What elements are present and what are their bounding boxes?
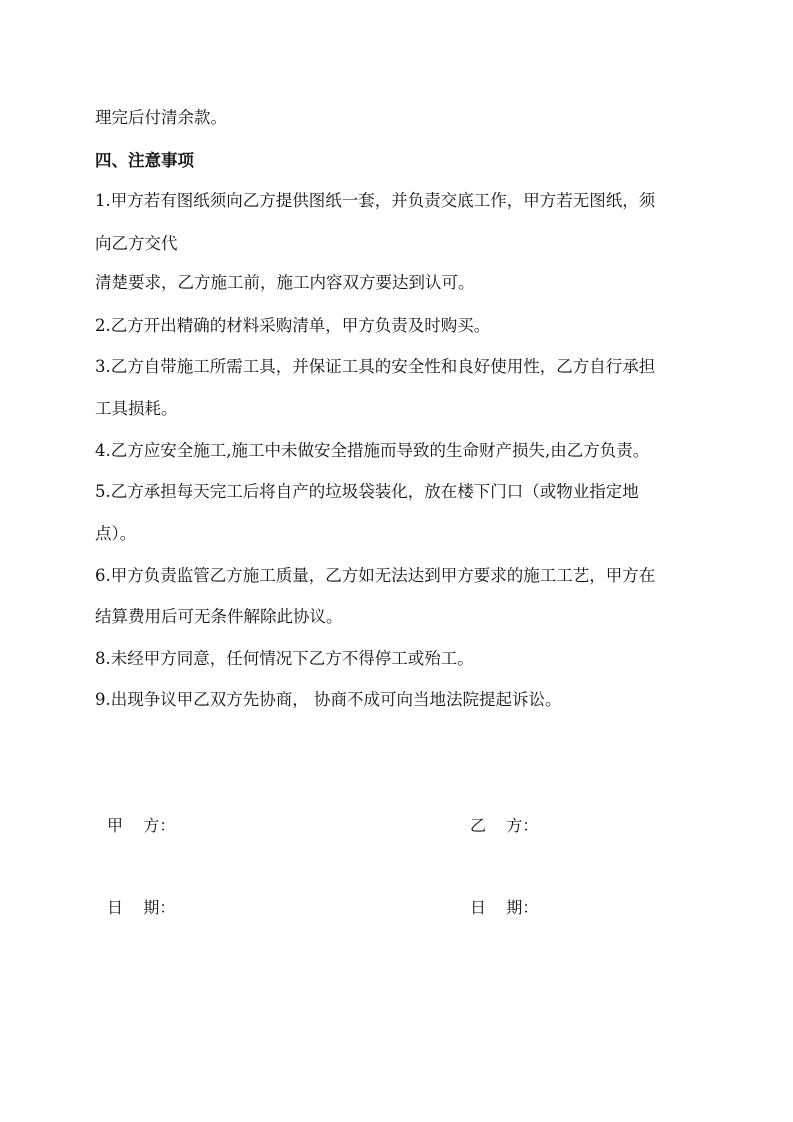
text-line: 工具损耗。: [95, 399, 178, 418]
text-line: 2.乙方开出精确的材料采购清单，甲方负责及时购买。: [95, 316, 491, 335]
party-b-date-label: 日 期：: [470, 898, 539, 917]
party-b-signature-label: 乙 方：: [470, 816, 539, 835]
text-line: 1.甲方若有图纸须向乙方提供图纸一套，并负责交底工作，甲方若无图纸，须: [95, 191, 656, 210]
text-line: 8.未经甲方同意，任何情况下乙方不得停工或殆工。: [95, 649, 474, 668]
text-line: 6.甲方负责监管乙方施工质量，乙方如无法达到甲方要求的施工工艺，甲方在: [95, 566, 656, 585]
text-line: 点）。: [95, 524, 137, 543]
text-line: 9.出现争议甲乙双方先协商， 协商不成可向当地法院提起诉讼。: [95, 690, 562, 709]
text-line: 清楚要求，乙方施工前，施工内容双方要达到认可。: [95, 273, 475, 292]
text-line: 理完后付清余款。: [95, 108, 227, 127]
text-line: 结算费用后可无条件解除此协议。: [95, 607, 343, 626]
party-a-signature-label: 甲 方：: [107, 816, 176, 835]
text-line: 向乙方交代: [95, 234, 178, 253]
text-line: 4.乙方应安全施工,施工中未做安全措施而导致的生命财产损失,由乙方负责。: [95, 441, 650, 460]
text-line: 3.乙方自带施工所需工具，并保证工具的安全性和良好使用性，乙方自行承担: [95, 357, 656, 376]
text-line: 5.乙方承担每天完工后将自产的垃圾袋装化，放在楼下门口（或物业指定地: [95, 482, 639, 501]
party-a-date-label: 日 期：: [107, 898, 176, 917]
section-heading: 四、注意事项: [95, 151, 194, 170]
